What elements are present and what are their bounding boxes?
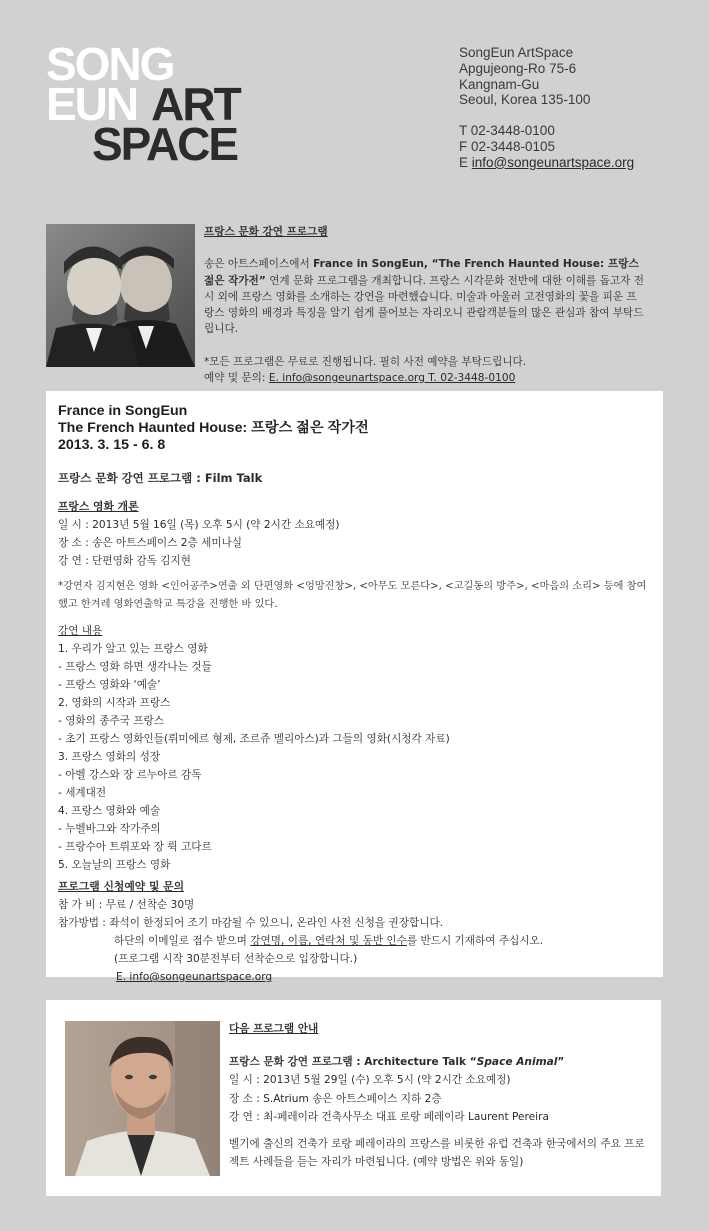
list-item: 5. 오늘날의 프랑스 영화: [58, 859, 171, 871]
exhibition-dates: 2013. 3. 15 - 6. 8: [58, 437, 166, 453]
list-item: - 영화의 종주국 프랑스: [58, 715, 165, 727]
intro-body-post: 연계 문화 프로그램을 개최합니다. 프랑스 시각문화 전반에 대한 이해를 돕고자 전시 외에 프랑스 영화를 소개하는 강연을 마련했습니다. 미술과 아울러 고전영화의 꽃을 피운 프랑스 영화의 배경과 특징을 알기 쉽게 풀어보는 자리오니 관람객분들의 많은 관심과 참여 부탁드립니다.: [204, 274, 644, 336]
city: Seoul, Korea 135-100: [459, 92, 591, 108]
list-item: - 프랑수아 트뤼포와 장 뤽 고다르: [58, 841, 212, 853]
method-line-2: [58, 932, 651, 950]
intro-contact-link[interactable]: E. info@songeunartspace.org T. 02-3448-0100: [268, 372, 516, 385]
intro-contact-label: 예약 및 문의:: [204, 372, 269, 385]
reservation-heading: 프로그램 신청예약 및 문의: [58, 880, 185, 893]
lecture-date: 일 시 : 2013년 5월 16일 (목) 오후 5시 (약 2시간 소요예정): [58, 519, 340, 531]
next-program-title: 다음 프로그램 안내: [229, 1023, 319, 1035]
next-program-text: [229, 1020, 649, 1172]
method-line-3: (프로그램 시작 30분전부터 선착순으로 입장합니다.): [114, 953, 358, 965]
next-program-place: 장 소 : S.Atrium 송은 아트스페이스 지하 2층: [229, 1092, 442, 1105]
district: Kangnam-Gu: [459, 76, 540, 92]
list-item: - 세계대전: [58, 787, 107, 799]
list-item: - 아벨 강스와 장 르누아르 감독: [58, 769, 202, 781]
list-item: - 누벨바그와 작가주의: [58, 823, 161, 835]
program-subtitle: 프랑스 문화 강연 프로그램 : Film Talk: [58, 471, 263, 485]
lumiere-brothers-photo: [46, 224, 195, 367]
email-row: [459, 155, 634, 171]
songeun-logo: [46, 38, 240, 170]
logo-line-3: SPACE: [92, 118, 238, 170]
org-name: SongEun ArtSpace: [459, 45, 574, 60]
method-line-2-required: 강연명, 이름, 연락처 및 동반 인수: [250, 935, 407, 947]
intro-contact: [204, 370, 644, 386]
list-item: 3. 프랑스 영화의 성장: [58, 751, 161, 763]
contact-address: [459, 45, 634, 171]
fee-line: 참 가 비 : 무료 / 선착순 30명: [58, 899, 195, 911]
lecture-heading: 프랑스 영화 개론: [58, 500, 139, 513]
intro-text: [204, 224, 644, 386]
intro-title: 프랑스 문화 강연 프로그램: [204, 226, 328, 238]
email-prefix: E: [459, 154, 469, 170]
lecture-speaker: 강 연 : 단편영화 감독 김지현: [58, 555, 191, 567]
logo-line-1: SONG: [46, 38, 174, 90]
phone: T 02-3448-0100: [459, 123, 555, 139]
next-program-name: [229, 1053, 649, 1072]
method-line-2-post: 를 반드시 기재하여 주십시오.: [406, 935, 544, 947]
speaker-note: *강연자 김지현은 영화 <인어공주>연출 외 단편영화 <엉망진창>, <아무도 모른다>, <고길동의 방주>, <마음의 소리> 등에 참여했고 한겨레 영화연출학교 특강을 진행한 바 있다.: [58, 581, 647, 610]
next-program-panel: [46, 1000, 661, 1196]
list-item: - 프랑스 영화와 ‘예술’: [58, 679, 161, 691]
next-program-date: 일 시 : 2013년 5월 29일 (수) 오후 5시 (약 2시간 소요예정): [229, 1074, 511, 1086]
intro-body: [204, 256, 644, 337]
list-item: - 초기 프랑스 영화인들(뤼미에르 형제, 조르쥬 멜리아스)과 그들의 영화(시청각 자료): [58, 733, 450, 745]
intro-note: *모든 프로그램은 무료로 진행됩니다. 필히 사전 예약을 부탁드립니다.: [204, 355, 527, 368]
exhibition-title-1: France in SongEun: [58, 403, 188, 419]
content-list: [58, 640, 651, 874]
next-program-name-post: ”: [557, 1055, 565, 1068]
fax: F 02-3448-0105: [459, 138, 556, 154]
postal-address: [459, 45, 634, 108]
intro-body-bold: France in SongEun, “The French Haunted House: 프랑스 젊은 작가전”: [204, 258, 639, 287]
next-program-description: 벨기에 출신의 건축가 로랑 페레이라의 프랑스를 비롯한 유럽 건축과 한국에서의 주요 프로젝트 사례들을 듣는 자리가 마련됩니다. (예약 방법은 위와 동일): [229, 1137, 645, 1168]
next-program-name-pre: 프랑스 문화 강연 프로그램 : Architecture Talk “: [229, 1055, 477, 1068]
exhibition-title-2: The French Haunted House: 프랑스 젊은 작가전: [58, 420, 369, 436]
email-link[interactable]: info@songeunartspace.org: [471, 154, 635, 170]
list-item: 4. 프랑스 영화와 예술: [58, 805, 161, 817]
logo-word-eun: EUN: [46, 78, 138, 130]
list-item: - 프랑스 영화 하면 생각나는 것들: [58, 661, 212, 673]
method-line-2-pre: 하단의 이메일로 접수 받으며: [114, 935, 251, 947]
intro-body-pre: 송은 아트스페이스에서: [204, 258, 314, 271]
content-heading: 강연 내용: [58, 625, 103, 637]
next-program-speaker: 강 연 : 최-페레이라 건축사무소 대표 로랑 페레이라 Laurent Pereira: [229, 1111, 549, 1123]
logo-word-art: ART: [151, 78, 240, 130]
lecture-place: 장 소 : 송은 아트스페이스 2층 세미나실: [58, 537, 243, 549]
list-item: 1. 우리가 알고 있는 프랑스 영화: [58, 643, 208, 655]
laurent-pereira-photo: [65, 1021, 220, 1176]
reservation-email-link[interactable]: E. info@songeunartspace.org: [116, 971, 273, 983]
list-item: 2. 영화의 시작과 프랑스: [58, 697, 171, 709]
street: Apgujeong-Ro 75-6: [459, 60, 577, 76]
method-line: 참가방법 : 좌석이 한정되어 조기 마감될 수 있으니, 온라인 사전 신청을 권장합니다.: [58, 917, 444, 929]
film-talk-panel: [46, 391, 663, 983]
next-program-name-italic: Space Animal: [476, 1055, 558, 1068]
